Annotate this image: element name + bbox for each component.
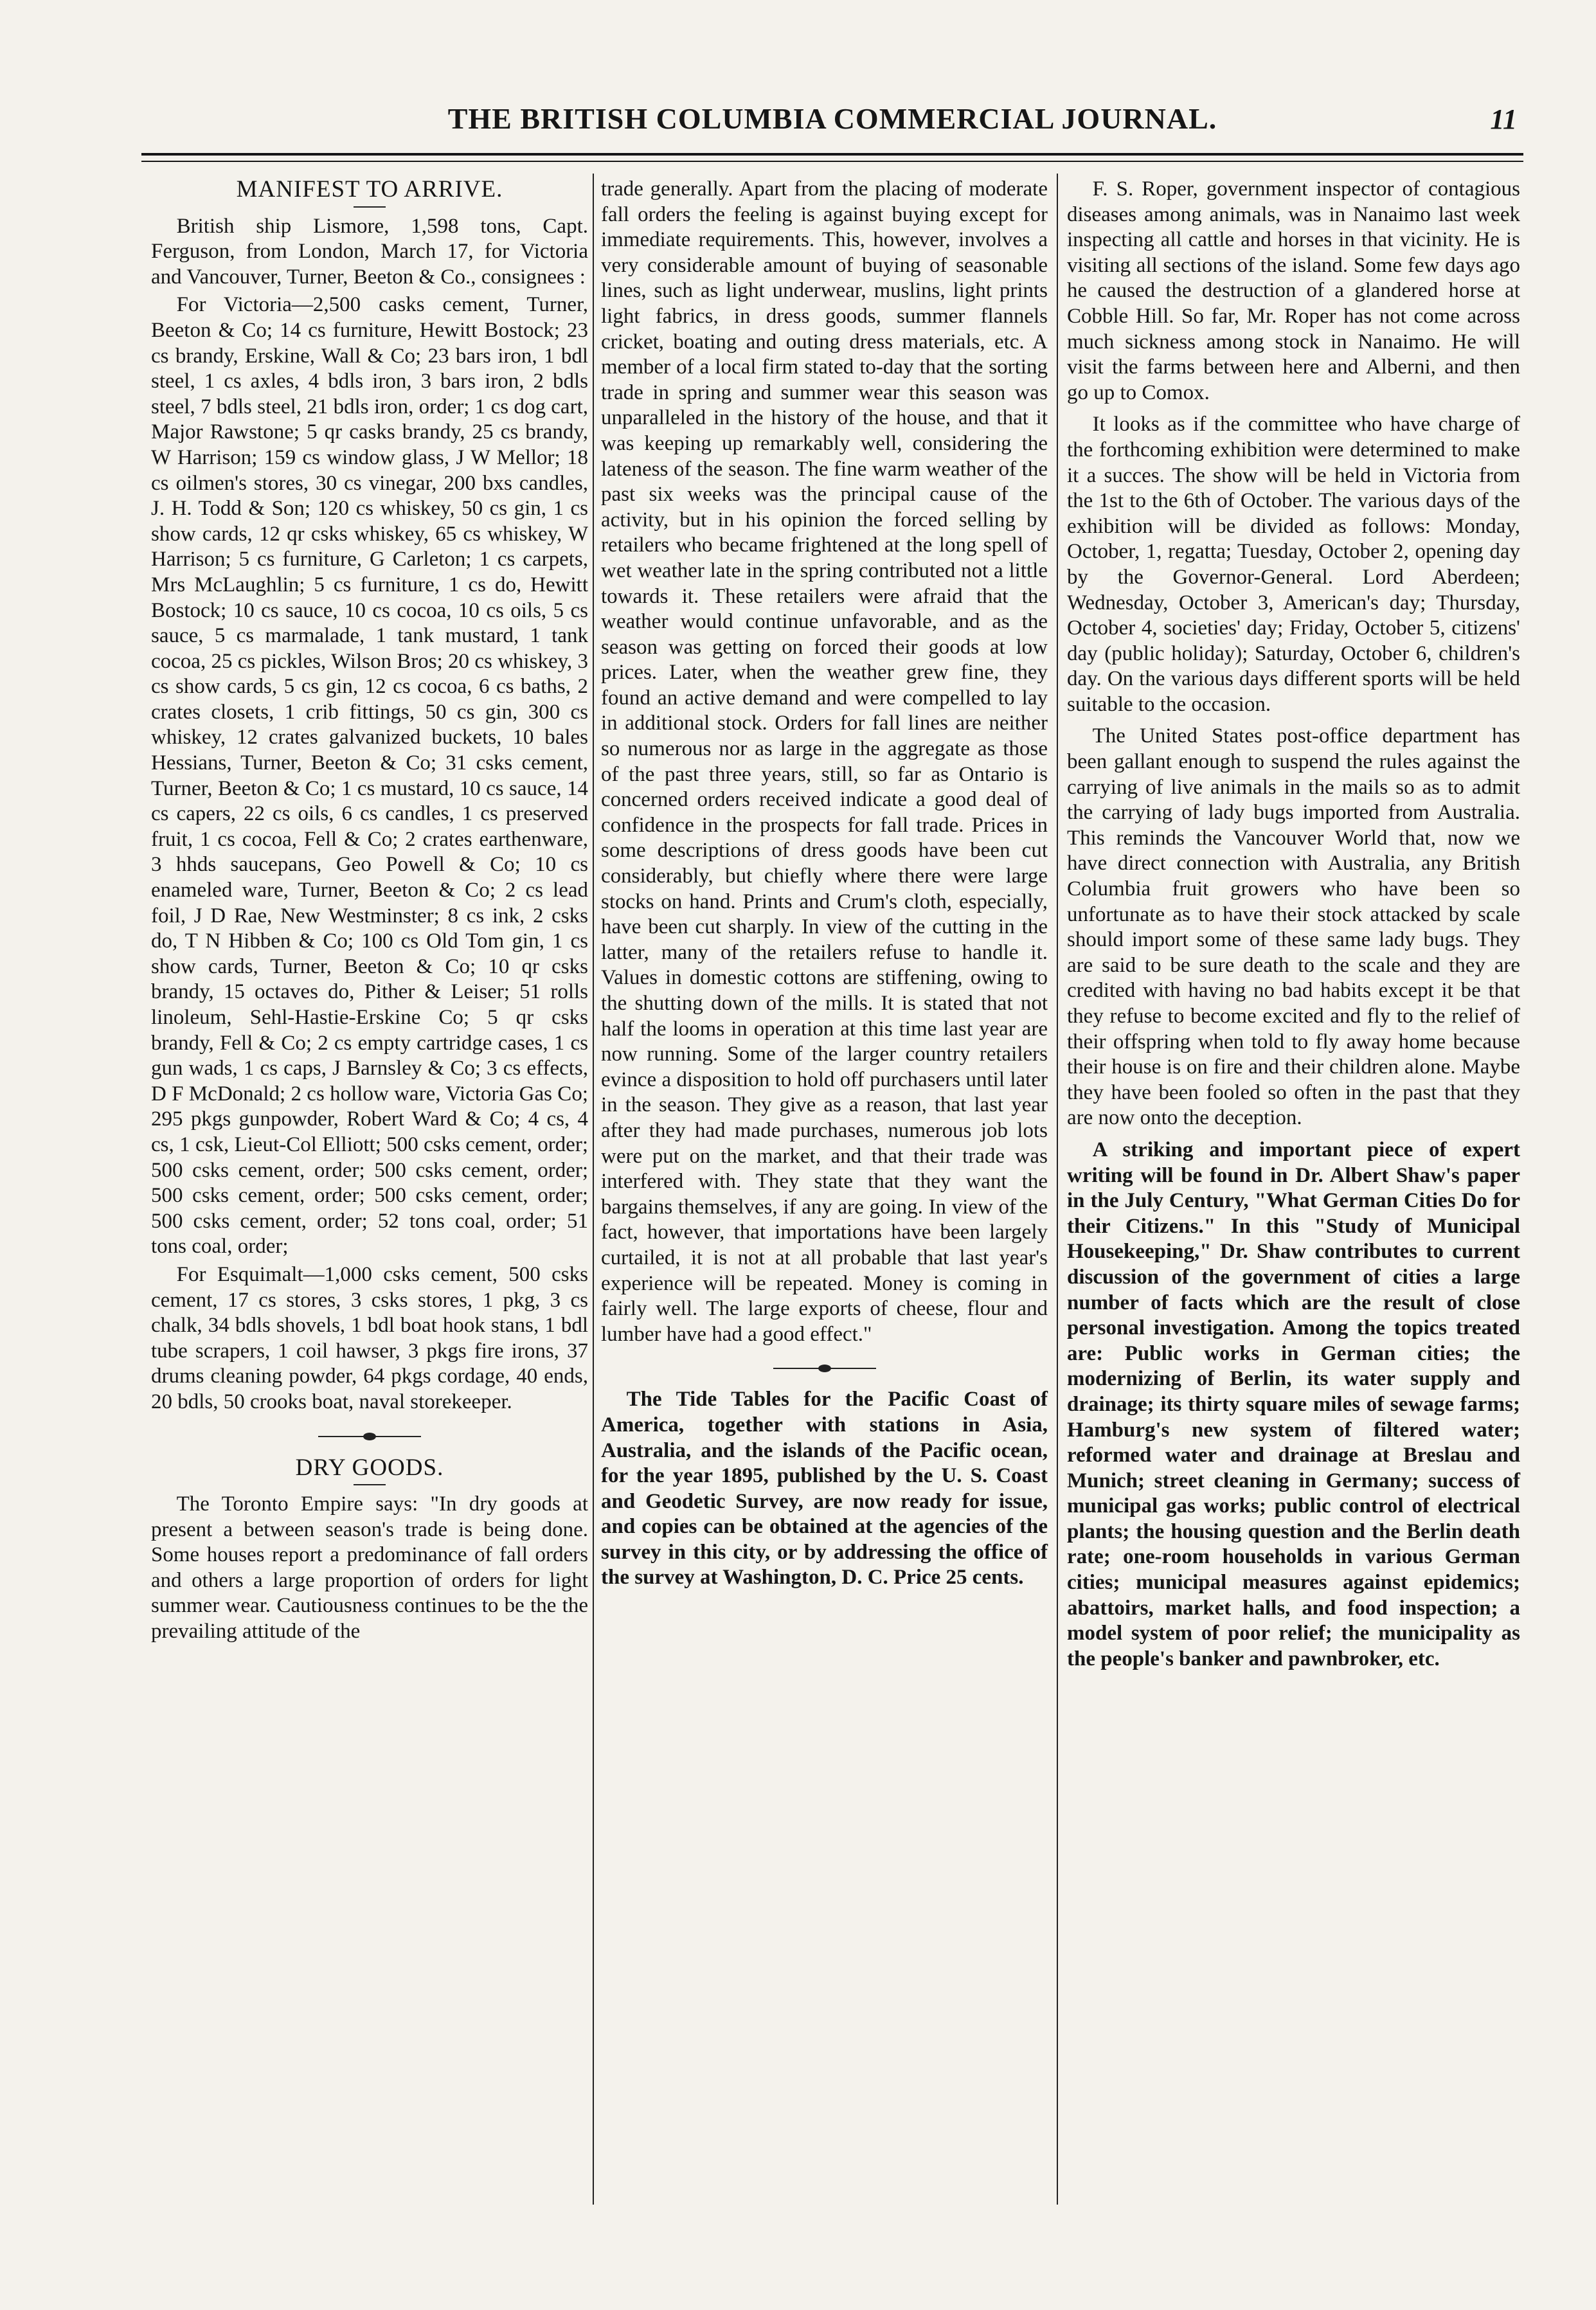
column-1	[151, 177, 588, 2207]
manifest-heading: MANIFEST TO ARRIVE.	[236, 176, 503, 202]
dry-goods-continued: trade generally. Apart from the placing of moderate fall orders the feeling is against buying except for immediate requirements. This, however, involves a very considerable amount of buying of seasonable lines, such as light underwear, muslins, light prints light fabrics, in dress goods, summer flannels cricket, boating and outing dress materials, etc. A member of a local firm stated to-day that the sorting trade in spring and summer wear this season was unparalleled in the history of the house, and that it was keeping up remarkably well, considering the lateness of the season. The fine warm weather of the past six weeks was the principal cause of the activity, but in his opinion the forced selling by retailers who became frightened at the long spell of wet weather late in the spring contributed not a little towards it. These retailers were afraid that the weather would continue unfavorable, and as the season was getting on forced their goods at low prices. Later, when the weather grew fine, they found an active demand and were compelled to lay in additional stock. Orders for fall lines are neither so numerous nor as large in the aggregate as those of the past three years, still, so far as Ontario is concerned orders received indicate a good deal of confidence in the prospects for fall trade. Prices in some descriptions of dress goods have been cut considerably, but chiefly where there were large stocks on hand. Prints and Crum's cloth, especially, have been cut sharply. In view of the cutting in the latter, many of the retailers refuse to handle it. Values in domestic cottons are stiffening, owing to the shutting down of the mills. It is stated that not half the looms in operation at this time last year are now running. Some of the larger country retailers evince a disposition to hold off purchasers until later in the season. They give as a reason, that last year after they had made purchases, numerous job lots were put on the market, and that their trade was interfered with. They state that they want the bargains themselves, if any are going. In view of the fact, however, that importations have been largely curtailed, it is not at all probable that last year's experience will be repeated. Money is coming in fairly well. The large exports of cheese, flour and lumber have had a good effect."	[601, 177, 1048, 1346]
dry-goods-heading: DRY GOODS.	[295, 1454, 444, 1481]
tide-tables-paragraph: The Tide Tables for the Pacific Coast of America, together with stations in Asia, Australia, and the islands of the Pacific ocean, for the year 1895, published by the U. S. Coast and Geodetic Survey, are now ready for issue, and copies can be obtained at the agencies of the survey in this city, or by addressing the office of the survey at Washington, D. C. Price 25 cents.	[601, 1388, 1048, 1589]
header-rule-thick	[141, 153, 1523, 156]
manifest-victoria: For Victoria—2,500 casks cement, Turner, Beeton & Co; 14 cs furniture, Hewitt Bostock; 23 cs brandy, Erskine, Wall & Co; 23 bars iron, 1 bdl steel, 1 cs axles, 4 bdls iron, 3 bars iron, 2 bdls steel, 7 bdls steel, 21 bdls iron, order; 1 cs dog cart, Major Rawstone; 5 qr casks brandy, 25 cs brandy, W Harrison; 159 cs window glass, J W Mellor; 18 cs oilmen's stores, 30 cs vinegar, 200 bxs candles, J. H. Todd & Son; 120 cs whiskey, 50 cs gin, 1 cs show cards, 12 qr csks whiskey, 65 cs whiskey, W Harrison; 5 cs furniture, G Carleton; 1 cs carpets, Mrs McLaughlin; 5 cs furniture, 1 cs do, Hewitt Bostock; 10 cs sauce, 10 cs cocoa, 10 cs oils, 5 cs sauce, 5 cs marmalade, 1 tank mustard, 1 tank cocoa, 25 cs pickles, Wilson Bros; 20 cs whiskey, 3 cs show cards, 5 cs gin, 12 cs cocoa, 6 cs baths, 2 crates closets, 1 crib fittings, 50 cs gin, 300 cs whiskey, 12 crates galvanized buckets, 10 bales Hessians, Turner, Beeton & Co; 31 csks cement, Turner, Beeton & Co; 1 cs mustard, 10 cs sauce, 14 cs capers, 22 cs oils, 6 cs candles, 1 cs preserved fruit, 1 cs cocoa, Fell & Co; 2 crates earthenware, 3 hhds saucepans, Geo Powell & Co; 10 cs enameled ware, Turner, Beeton & Co; 2 cs lead foil, J D Rae, New Westminster; 8 cs ink, 2 csks do, T N Hibben & Co; 100 cs Old Tom gin, 1 cs show cards, Turner, Beeton & Co; 10 qr csks brandy, 15 octaves do, Pither & Leiser; 51 rolls linoleum, Sehl-Hastie-Erskine Co; 5 qr csks brandy, Fell & Co; 2 cs empty cartridge cases, 1 cs gun wads, 1 cs caps, J Barnsley & Co; 3 cs effects, D F McDonald; 2 cs hollow ware, Victoria Gas Co; 295 pkgs gunpowder, Robert Ward & Co; 4 cs, 4 cs, 1 csk, Lieut-Col Elliott; 500 csks cement, order; 500 csks cement, order; 500 csks cement, order; 500 csks cement, order; 500 csks cement, order; 500 csks cement, order; 52 tons coal, order; 51 tons coal, order;	[151, 293, 588, 1258]
journal-title: THE BRITISH COLUMBIA COMMERCIAL JOURNAL.	[447, 102, 1217, 135]
roper-paragraph: F. S. Roper, government inspector of contagious diseases among animals, was in Nanaimo last week inspecting all cattle and horses in that vicinity. He is visiting all sections of the island. Some few days ago he caused the destruction of a glandered horse at Cobble Hill. So far, Mr. Roper has not come across much sickness among stock in Nanaimo. He will visit the farms between here and Alberni, and then go up to Comox.	[1067, 177, 1520, 404]
manifest-intro: British ship Lismore, 1,598 tons, Capt. Ferguson, from London, March 17, for Victoria and Vancouver, Turner, Beeton & Co., consignees :	[151, 214, 588, 289]
column-3	[1067, 177, 1520, 2207]
dry-goods-paragraph: The Toronto Empire says: "In dry goods at present a between season's trade is being done. Some houses report a predominance of fall orders and others a large proportion of orders for light summer wear. Cautiousness continues to be the the prevailing attitude of the	[151, 1492, 588, 1643]
german-cities-paragraph: A striking and important piece of expert writing will be found in Dr. Albert Shaw's paper in the July Century, "What German Cities Do for their Citizens." In this "Study of Municipal Housekeeping," Dr. Shaw contributes to current discussion of the government of cities a large number of facts which are the result of close personal investigation. Among the topics treated are: Public works in German cities; the modernizing of Berlin, its water supply and drainage; its thirty square miles of sewage farms; Hamburg's new system of filtered water; reformed water and drainage at Breslau and Munich; street cleaning in Germany; success of municipal gas works; public control of electrical plants; the housing question and the Berlin death rate; one-room households in various German cities; municipal measures against epidemics; abattoirs, market halls, and food inspection; a model system of poor relief; the municipality as the people's banker and pawnbroker, etc.	[1067, 1138, 1520, 1670]
section-ornament	[318, 1432, 421, 1441]
page-header	[148, 96, 1517, 154]
column-divider-2	[1057, 174, 1058, 2205]
manifest-esquimalt: For Esquimalt—1,000 csks cement, 500 csks cement, 17 cs stores, 3 csks stores, 1 pkg, 3 cs chalk, 34 bdls shovels, 1 bdl boat hook stans, 1 bdl tube scrapers, 1 coil hawser, 3 pkgs fire irons, 37 drums cleaning powder, 64 pkgs cordage, 40 ends, 20 bdls, 50 crooks boat, naval storekeeper.	[151, 1262, 588, 1413]
header-rule-thin	[141, 161, 1523, 162]
heading-rule	[354, 1484, 386, 1485]
exhibition-paragraph: It looks as if the committee who have charge of the forthcoming exhibition were determined to make it a succes. The show will be held in Victoria from the 1st to the 6th of October. The various days of the exhibition will be divided as follows: Monday, October, 1, regatta; Tuesday, October 2, opening day by the Governor-General. Lord Aberdeen; Wednesday, October 3, American's day; Thursday, October 4, societies' day; Friday, October 5, citizens' day (public holiday); Saturday, October 6, children's day. On the various days different sports will be held suitable to the occasion.	[1067, 413, 1520, 716]
lady-bugs-paragraph: The United States post-office department has been gallant enough to suspend the rules against the carrying of live animals in the mails so as to admit the carrying of lady bugs imported from Australia. This reminds the Vancouver World that, now we have direct connection with Australia, any British Columbia fruit growers who have been so unfortunate as to have their stock attacked by scale should import some of these same lady bugs. They are said to be sure death to the scale and they are credited with having no bad habits except it be that they refuse to become excited and fly to the relief of their offspring when told to fly away home because their house is on fire and their children alone. Maybe they have been fooled so often in the past that they are now onto the deception.	[1067, 724, 1520, 1130]
heading-rule	[354, 206, 386, 208]
column-divider-1	[593, 174, 594, 2205]
column-2	[601, 177, 1048, 2207]
page-number: 11	[1490, 103, 1517, 135]
section-ornament	[773, 1364, 876, 1373]
